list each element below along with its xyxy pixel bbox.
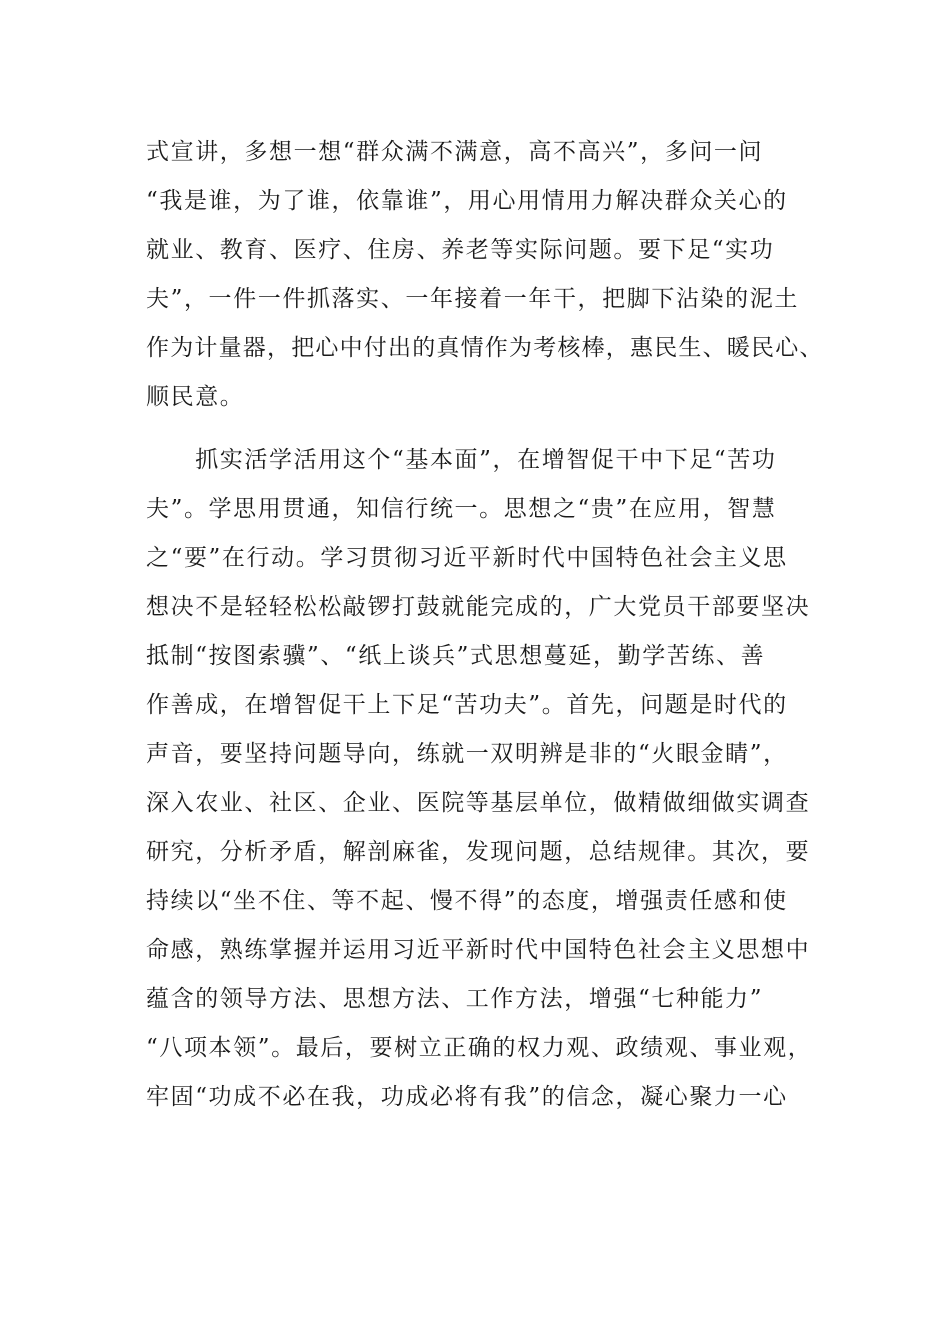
text-line: 抓实活学活用这个“基本面”，在增智促干中下足“苦功: [146, 447, 777, 473]
text-line: 命感，熟练掌握并运用习近平新时代中国特色社会主义思想中: [146, 937, 811, 963]
text-line: 式宣讲，多想一想“群众满不满意，高不高兴”，多问一问: [146, 139, 764, 165]
text-line: 作为计量器，把心中付出的真情作为考核棒，惠民生、暖民心、: [146, 335, 824, 361]
text-line: 夫”，一件一件抓落实、一年接着一年干，把脚下沾染的泥土: [146, 286, 799, 312]
text-line: 抵制“按图索骥”、“纸上谈兵”式思想蔓延，勤学苦练、善: [146, 643, 766, 669]
text-line: 持续以“坐不住、等不起、慢不得”的态度，增强责任感和使: [146, 888, 788, 914]
text-line: “我是谁，为了谁，依靠谁”，用心用情用力解决群众关心的: [146, 188, 788, 214]
text-line: 蕴含的领导方法、思想方法、工作方法，增强“七种能力”: [146, 986, 764, 1012]
text-line: 研究，分析矛盾，解剖麻雀，发现问题，总结规律。其次，要: [146, 839, 811, 865]
text-line: 夫”。学思用贯通，知信行统一。思想之“贵”在应用，智慧: [146, 496, 777, 522]
text-line: 顺民意。: [146, 384, 245, 410]
text-line: 牢固“功成不必在我，功成必将有我”的信念，凝心聚力一心: [146, 1084, 788, 1110]
text-line: 深入农业、社区、企业、医院等基层单位，做精做细做实调查: [146, 790, 811, 816]
text-line: 想决不是轻轻松松敲锣打鼓就能完成的，广大党员干部要坚决: [146, 594, 811, 620]
text-line: 之“要”在行动。学习贯彻习近平新时代中国特色社会主义思: [146, 545, 788, 571]
text-line: 声音，要坚持问题导向，练就一双明辨是非的“火眼金睛”，: [146, 741, 788, 767]
text-line: “八项本领”。最后，要树立正确的权力观、政绩观、事业观，: [146, 1035, 813, 1061]
text-line: 就业、教育、医疗、住房、养老等实际问题。要下足“实功: [146, 237, 775, 263]
text-line: 作善成，在增智促干上下足“苦功夫”。首先，问题是时代的: [146, 692, 788, 718]
